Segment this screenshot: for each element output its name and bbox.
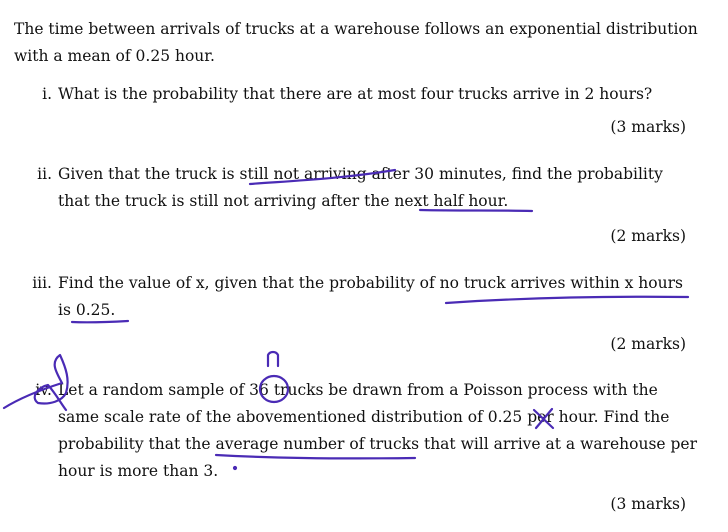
question-ii — [8, 163, 663, 185]
question-text: Given that the truck is still not arriving after 30 minutes, find the probability — [58, 165, 663, 183]
ink-dot — [234, 467, 236, 469]
question-iv-line-3: probability that the average number of trucks that will arrive at a warehouse per — [58, 435, 698, 453]
question-iv-line-2: same scale rate of the abovementioned distribution of 0.25 per hour. Find the — [58, 408, 670, 426]
handwritten-n-icon — [268, 352, 278, 366]
question-iv-line-4: hour is more than 3. — [58, 462, 219, 480]
question-iii-line-2: is 0.25. — [58, 301, 116, 319]
question-ii-line-2: that the truck is still not arriving after the next half hour. — [58, 192, 509, 210]
question-i — [8, 83, 652, 105]
marks-ii: (2 marks) — [610, 227, 686, 245]
marks-i: (3 marks) — [610, 118, 686, 136]
question-number: ii. — [37, 165, 52, 183]
marks-iv: (3 marks) — [610, 495, 686, 513]
underline-0-25 — [72, 321, 128, 322]
underline-average-number-of-trucks — [216, 455, 415, 458]
question-number: iii. — [32, 274, 52, 292]
intro-line-1: The time between arrivals of trucks at a warehouse follows an exponential distribution — [14, 20, 698, 38]
question-text: Let a random sample of 36 trucks be drawn from a Poisson process with the — [58, 381, 658, 399]
question-number: i. — [42, 85, 52, 103]
intro-line-2: with a mean of 0.25 hour. — [14, 47, 215, 65]
question-text: What is the probability that there are at most four trucks arrive in 2 hours? — [58, 85, 653, 103]
marks-iii: (2 marks) — [610, 335, 686, 353]
underline-no-truck-arrives — [446, 297, 688, 303]
question-number: iv. — [35, 381, 52, 399]
question-iii — [8, 272, 683, 294]
question-text: Find the value of x, given that the probability of no truck arrives within x hours — [58, 274, 683, 292]
question-iv — [8, 379, 658, 401]
